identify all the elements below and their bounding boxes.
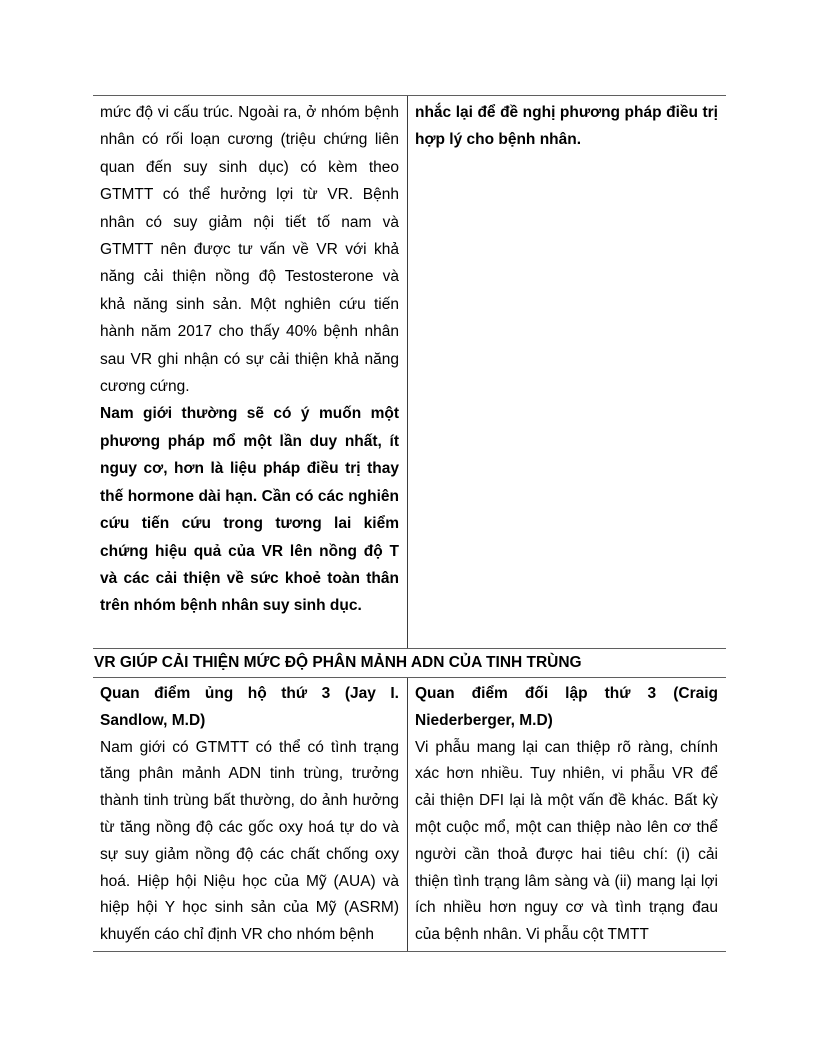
table-row-debate-3 — [93, 678, 726, 952]
pro-view-3-heading: Quan điểm ủng hộ thứ 3 (Jay I. Sandlow, M.D) — [100, 685, 399, 729]
con-view-3-heading: Quan điểm đối lập thứ 3 (Craig Niederberger, M.D) — [415, 685, 718, 729]
section-header-title: VR GIÚP CẢI THIỆN MỨC ĐỘ PHÂN MẢNH ADN CỦA TINH TRÙNG — [94, 654, 582, 671]
section-header-row — [93, 649, 726, 678]
cell-con-view-2-continued — [408, 96, 726, 648]
cell-pro-view-3 — [93, 678, 408, 951]
pro-view-2-conclusion-paragraph: Nam giới thường sẽ có ý muốn một phương pháp mổ một lần duy nhất, ít nguy cơ, hơn là liệu pháp điều trị thay thế hormone dài hạn. Cần có các nghiên cứu tiến cứu trong tương lai kiểm chứng hiệu quả của VR lên nồng độ T và các cải thiện về sức khoẻ toàn thân trên nhóm bệnh nhân suy sinh dục. — [100, 405, 399, 615]
cell-pro-view-2-continued — [93, 96, 408, 648]
cell-con-view-3 — [408, 678, 726, 951]
pro-view-2-paragraph: mức độ vi cấu trúc. Ngoài ra, ở nhóm bệnh nhân có rối loạn cương (triệu chứng liên quan đến suy sinh dục) có kèm theo GTMTT có thể hưởng lợi từ VR. Bệnh nhân có suy giảm nội tiết tố nam và GTMTT nên được tư vấn về VR với khả năng cải thiện nồng độ Testosterone và khả năng sinh sản. Một nghiên cứu tiến hành năm 2017 cho thấy 40% bệnh nhân sau VR ghi nhận có sự cải thiện khả năng cương cứng. — [100, 104, 399, 396]
con-view-2-conclusion-paragraph: nhắc lại để đề nghị phương pháp điều trị hợp lý cho bệnh nhân. — [415, 104, 718, 149]
debate-table — [93, 95, 726, 952]
pro-view-3-body: Nam giới có GTMTT có thể có tình trạng tăng phân mảnh ADN tinh trùng, trưởng thành tinh trùng bất thường, do ảnh hưởng từ tăng nồng độ các gốc oxy hoá tự do và sự suy giảm nồng độ các chất chống oxy hoá. Hiệp hội Niệu học của Mỹ (AUA) và hiệp hội Y học sinh sản của Mỹ (ASRM) khuyến cáo chỉ định VR cho nhóm bệnh — [100, 738, 399, 944]
con-view-3-body: Vi phẫu mang lại can thiệp rõ ràng, chính xác hơn nhiều. Tuy nhiên, vi phẫu VR để cải thiện DFI lại là một vấn đề khác. Bất kỳ một cuộc mổ, một can thiệp nào lên cơ thể người cần thoả được hai tiêu chí: (i) cải thiện tình trạng lâm sàng và (ii) mang lại lợi ích nhiều hơn nguy cơ và tình trạng đau của bệnh nhân. Vi phẫu cột TMTT — [415, 738, 718, 944]
table-row-continued — [93, 96, 726, 649]
